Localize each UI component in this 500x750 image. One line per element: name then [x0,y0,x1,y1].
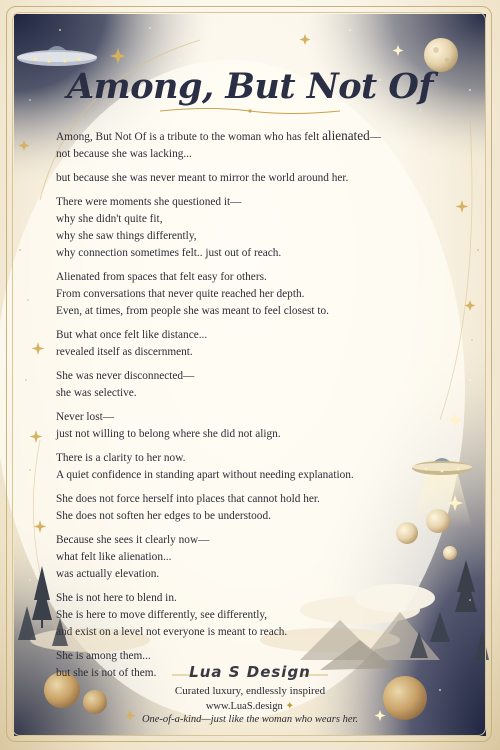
poem-stanza [56,269,436,320]
poem-line: why she saw things differently, [56,230,197,242]
poem-line: why she didn't quite fit, [56,213,163,225]
poem-stanza [56,327,436,361]
poem-stanza [56,491,436,525]
poem-line: She was never disconnected— [56,370,195,382]
brand-tagline: Curated luxury, endlessly inspired [174,685,326,697]
poem-stanza [56,368,436,402]
poem-line: not because she was lacking... [56,148,192,160]
poem-line: She does not force herself into places that cannot hold her. [56,493,320,505]
poem-body [56,127,436,689]
poem-line: Alienated from spaces that felt easy for others. [56,271,267,283]
poem-line: Because she sees it clearly now— [56,534,210,546]
poem-stanza [56,450,436,484]
poem-line-part: Among, But Not Of is a tribute to the woman who has felt [56,131,323,143]
poem-stanza [56,170,436,187]
poem-line: and exist on a level not everyone is meant to reach. [56,626,288,638]
poem-stanza [56,532,436,583]
poem-stanza [56,194,436,262]
poem-line: but she is not of them. [56,667,157,679]
title-flourish [150,105,350,117]
emphasized-word: alienated [322,128,370,143]
poem-line: But what once felt like distance... [56,329,208,341]
poem-line: There is a clarity to her now. [56,452,186,464]
poem-line: just not willing to belong where she did not align. [56,428,281,440]
poem-line: A quiet confidence in standing apart without needing explanation. [56,469,354,481]
poem-title: Among, But Not Of [67,66,433,107]
brand-name: Lua S Design [189,663,311,681]
poem-line: She does not soften her edges to be understood. [56,510,271,522]
poem-line: what felt like alienation... [56,551,172,563]
poem-line: She is here to move differently, see differently, [56,609,268,621]
poem-line: why connection sometimes felt.. just out of reach. [56,247,282,259]
poem-line: was actually elevation. [56,568,160,580]
poem-stanza [56,590,436,641]
poem-line: From conversations that never quite reached her depth. [56,288,305,300]
poem-line: There were moments she questioned it— [56,196,242,208]
website-link[interactable]: www.LuaS.design [205,701,283,712]
star-icon: ✦ [285,701,295,712]
poem-line: Never lost— [56,411,115,423]
website-line [0,700,500,712]
poem-line: She is not here to blend in. [56,592,177,604]
poem-stanza [56,127,436,163]
poem-line: Even, at times, from people she was meant to feel closest to. [56,305,329,317]
brand-note: One-of-a-kind—just like the woman who wears her. [141,714,359,725]
poem-line: revealed itself as discernment. [56,346,193,358]
poem-line: She is among them... [56,650,151,662]
poem-line: she was selective. [56,387,137,399]
poem-line: but because she was never meant to mirror the world around her. [56,172,349,184]
poem-line [56,127,436,146]
poem-line-part: — [369,131,381,143]
poem-stanza [56,409,436,443]
